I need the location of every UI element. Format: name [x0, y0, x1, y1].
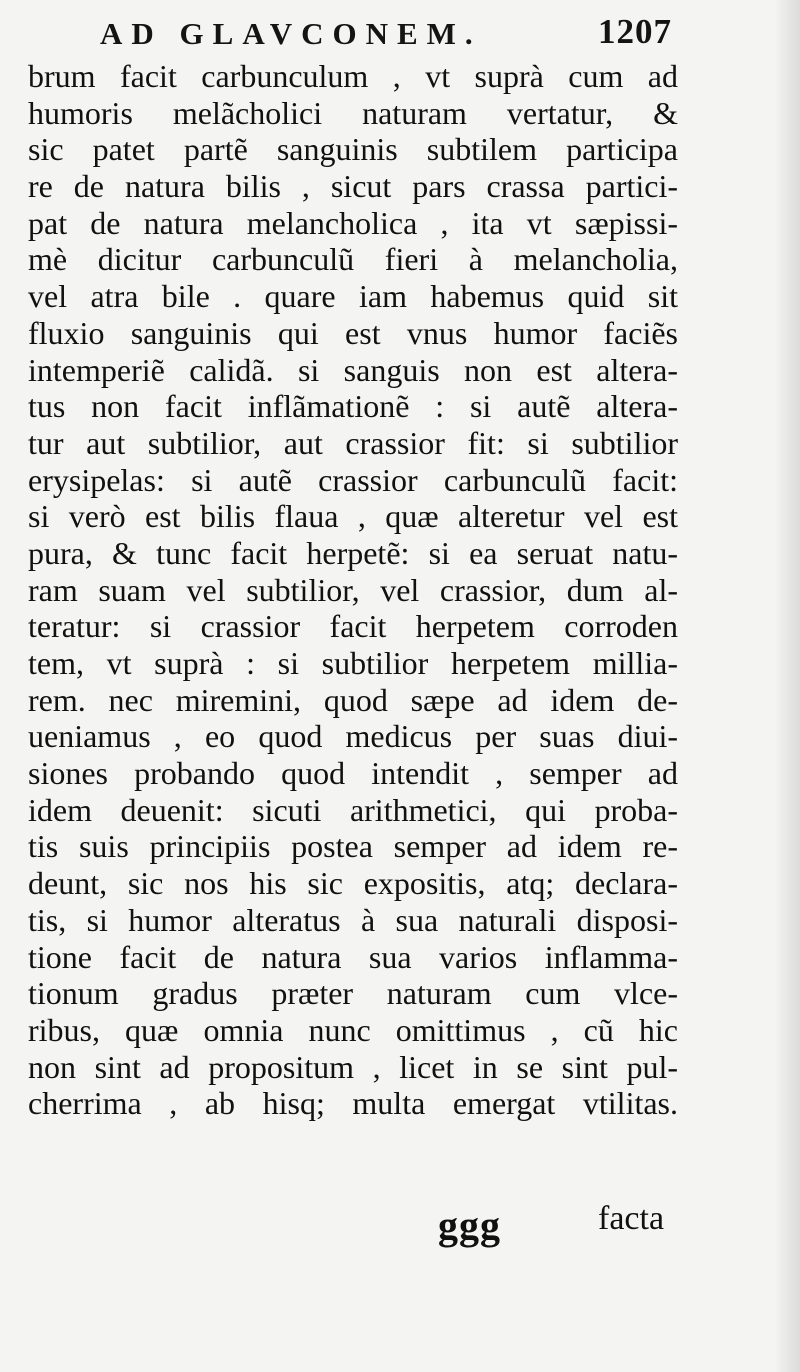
text-line: ueniamus , eo quod medicus per suas diui- — [28, 718, 678, 755]
text-line: pat de natura melancholica , ita vt sæpissi- — [28, 204, 678, 241]
page-footer — [0, 1196, 800, 1256]
text-line: teratur: si crassior facit herpetem corroden — [28, 608, 678, 645]
text-line: tem, vt suprà : si subtilior herpetem millia- — [28, 645, 678, 681]
running-head — [0, 8, 800, 58]
text-line: re de natura bilis , sicut pars crassa partici- — [28, 168, 678, 205]
text-line: rem. nec miremini, quod sæpe ad idem de- — [28, 681, 678, 718]
text-line: idem deuenit: sicuti arithmetici, qui proba- — [28, 791, 678, 828]
text-line: intemperiẽ calidã. si sanguis non est altera- — [28, 351, 678, 388]
text-line: brum facit carbunculum , vt suprà cum ad — [28, 58, 678, 94]
text-line: tione facit de natura sua varios inflamma- — [28, 938, 678, 975]
text-line: si verò est bilis flaua , quæ alteretur vel est — [28, 498, 678, 535]
text-line: tis, si humor alteratus à sua naturali disposi- — [28, 901, 678, 938]
text-line: mè dicitur carbunculũ fieri à melancholia, — [28, 241, 678, 278]
text-line: tis suis principiis postea semper ad idem re- — [28, 828, 678, 865]
catchword: facta — [598, 1200, 665, 1237]
text-line: vel atra bile . quare iam habemus quid sit — [28, 278, 678, 315]
body-text — [28, 58, 678, 1122]
text-line: deunt, sic nos his sic expositis, atq; declara- — [28, 865, 678, 902]
text-line: humoris melãcholici naturam vertatur, & — [28, 94, 678, 131]
page-number: 1207 — [598, 12, 672, 51]
text-line: non sint ad propositum , licet in se sint pul- — [28, 1048, 678, 1085]
signature-mark: ggg — [438, 1203, 501, 1248]
text-line: ram suam vel subtilior, vel crassior, dum al- — [28, 571, 678, 608]
text-line: ribus, quæ omnia nunc omittimus , cũ hic — [28, 1011, 678, 1048]
text-line: tionum gradus præter naturam cum vlce- — [28, 975, 678, 1012]
text-line: tus non facit inflãmationẽ : si autẽ altera- — [28, 388, 678, 425]
text-line: sic patet partẽ sanguinis subtilem participa — [28, 131, 678, 168]
text-line: erysipelas: si autẽ crassior carbunculũ facit: — [28, 461, 678, 498]
text-line: tur aut subtilior, aut crassior fit: si subtilior — [28, 424, 678, 461]
text-line: pura, & tunc facit herpetẽ: si ea seruat natu- — [28, 534, 678, 571]
text-line: siones probando quod intendit , semper ad — [28, 755, 678, 792]
running-title: AD GLAVCONEM. — [100, 16, 482, 51]
text-line: cherrima , ab hisq; multa emergat vtilitas. — [28, 1085, 678, 1122]
text-line: fluxio sanguinis qui est vnus humor faciẽs — [28, 314, 678, 351]
